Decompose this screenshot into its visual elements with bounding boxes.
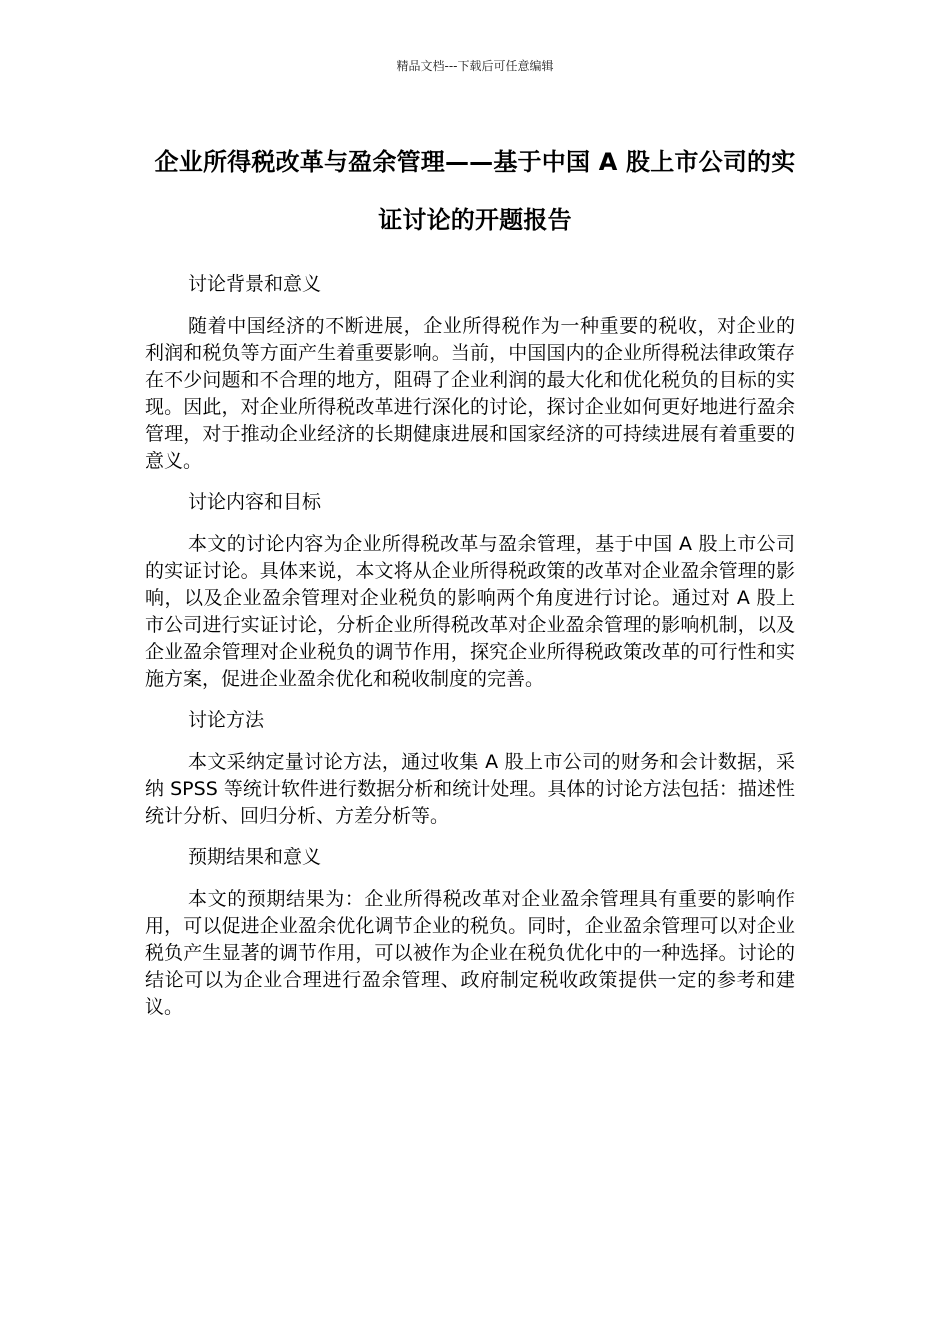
section-methods xyxy=(145,707,795,830)
section-expected-results xyxy=(145,844,795,1021)
section-heading: 预期结果和意义 xyxy=(188,846,322,868)
section-paragraph: 随着中国经济的不断进展，企业所得税作为一种重要的税收，对企业的利润和税负等方面产生着重要影响。当前，中国国内的企业所得税法律政策存在不少问题和不合理的地方，阻碍了企业利润的最大化和优化税负的目标的实现。因此，对企业所得税改革进行深化的讨论，探讨企业如何更好地进行盈余管理，对于推动企业经济的长期健康进展和国家经济的可持续进展有着重要的意义。 xyxy=(145,315,795,472)
header-note: 精品文档---下载后可任意编辑 xyxy=(396,59,554,73)
section-heading: 讨论方法 xyxy=(188,709,265,731)
section-content-goals xyxy=(145,489,795,693)
section-background xyxy=(145,271,795,475)
section-paragraph: 本文的讨论内容为企业所得税改革与盈余管理，基于中国 A 股上市公司的实证讨论。具体来说，本文将从企业所得税政策的改革对企业盈余管理的影响，以及企业盈余管理对企业税负的影响两个角度进行讨论。通过对 A 股上市公司进行实证讨论，分析企业所得税改革对企业盈余管理的影响机制，以及企业盈余管理对企业税负的调节作用，探究企业所得税政策改革的可行性和实施方案，促进企业盈余优化和税收制度的完善。 xyxy=(145,533,795,690)
section-paragraph: 本文的预期结果为：企业所得税改革对企业盈余管理具有重要的影响作用，可以促进企业盈余优化调节企业的税负。同时，企业盈余管理可以对企业税负产生显著的调节作用，可以被作为企业在税负优化中的一种选择。讨论的结论可以为企业合理进行盈余管理、政府制定税收政策提供一定的参考和建议。 xyxy=(145,888,795,1018)
section-paragraph: 本文采纳定量讨论方法，通过收集 A 股上市公司的财务和会计数据，采纳 SPSS 等统计软件进行数据分析和统计处理。具体的讨论方法包括：描述性统计分析、回归分析、方差分析等。 xyxy=(145,751,795,827)
section-heading: 讨论背景和意义 xyxy=(188,273,322,295)
document-title: 企业所得税改革与盈余管理——基于中国 A 股上市公司的实证讨论的开题报告 xyxy=(154,148,796,234)
section-heading: 讨论内容和目标 xyxy=(188,491,322,513)
document-body xyxy=(145,271,795,1035)
